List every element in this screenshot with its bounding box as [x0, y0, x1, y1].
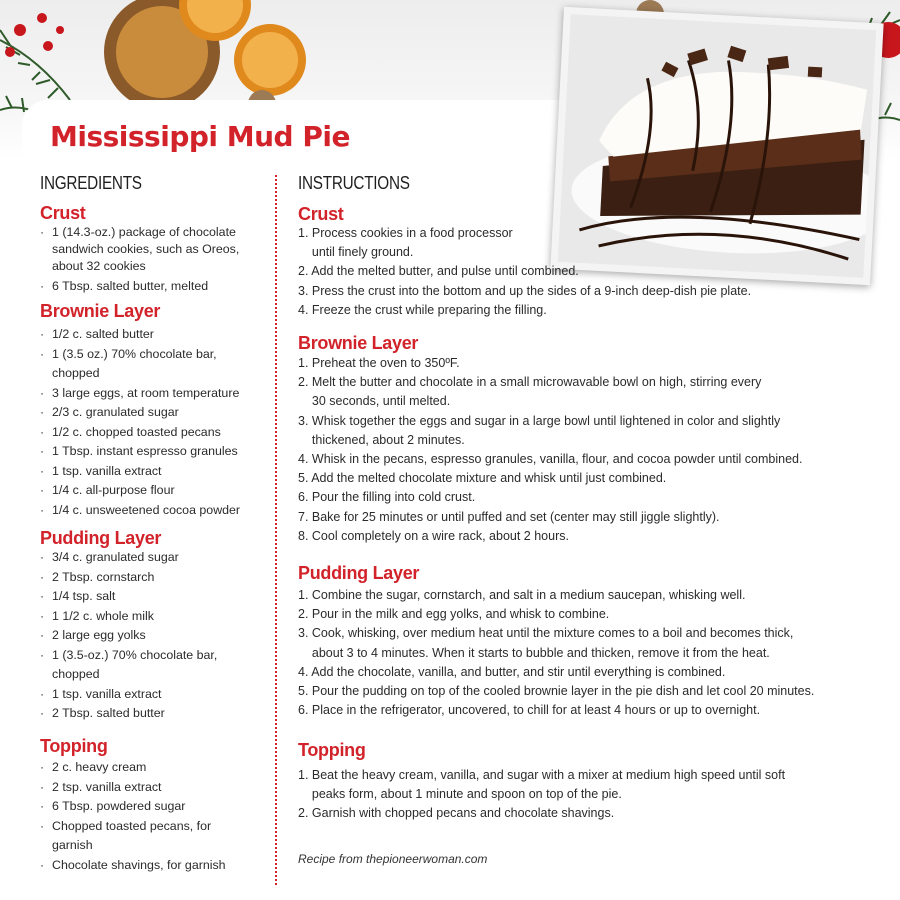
- list-item: · 1 (14.3-oz.) package of chocolate sandwich cookies, such as Oreos, about 32 cookies: [40, 224, 262, 275]
- list-item: · 6 Tbsp. salted butter, melted: [40, 278, 262, 295]
- ingredients-pudding-title: Pudding Layer: [40, 528, 162, 548]
- list-item: · 1 tsp. vanilla extract: [40, 685, 252, 705]
- list-item: · Chocolate shavings, for garnish: [40, 856, 226, 876]
- list-item: 1. Process cookies in a food processor until finely ground.: [298, 226, 513, 260]
- list-item: 2. Add the melted butter, and pulse until combined.: [298, 264, 579, 279]
- instructions-heading: INSTRUCTIONS: [298, 173, 410, 193]
- ingredients-pudding-list: [40, 548, 252, 724]
- list-item: 4. Whisk in the pecans, espresso granules, vanilla, flour, and cocoa powder until combined.: [298, 452, 803, 467]
- list-item: · 2/3 c. granulated sugar: [40, 403, 252, 423]
- list-item: 6. Pour the filling into cold crust.: [298, 490, 476, 505]
- list-item: · 2 c. heavy cream: [40, 758, 226, 778]
- list-item: 8. Cool completely on a wire rack, about 2 hours.: [298, 528, 569, 543]
- list-item: 3. Cook, whisking, over medium heat until the mixture comes to a boil and becomes thick, about 3 to 4 minutes. When it starts to bubble and thicken, remove it from the heat.: [298, 626, 794, 660]
- ingredients-brownie-list: [40, 325, 252, 520]
- ingredients-topping-title: Topping: [40, 736, 108, 756]
- list-item: 2. Garnish with chopped pecans and chocolate shavings.: [298, 806, 615, 821]
- list-item: · 1/4 c. unsweetened cocoa powder: [40, 501, 252, 521]
- instructions-pudding-title: Pudding Layer: [298, 563, 420, 583]
- list-item: 1. Beat the heavy cream, vanilla, and sugar with a mixer at medium high speed until soft peaks form, about 1 minute and spoon on top of the pie.: [298, 768, 786, 802]
- list-item: 4. Freeze the crust while preparing the filling.: [298, 302, 547, 317]
- list-item: · 2 Tbsp. cornstarch: [40, 568, 252, 588]
- list-item: · 3 large eggs, at room temperature: [40, 384, 252, 404]
- list-item: 1. Preheat the oven to 350ºF.: [298, 356, 460, 370]
- list-item: 5. Add the melted chocolate mixture and whisk until just combined.: [298, 471, 667, 486]
- list-item: 4. Add the chocolate, vanilla, and butter, and stir until everything is combined.: [298, 664, 726, 679]
- list-item: · 1 tsp. vanilla extract: [40, 462, 252, 482]
- list-item: · 1/4 tsp. salt: [40, 587, 252, 607]
- instructions-brownie-title: Brownie Layer: [298, 333, 419, 353]
- list-item: · 2 large egg yolks: [40, 626, 252, 646]
- list-item: · 1 Tbsp. instant espresso granules: [40, 442, 252, 462]
- list-item: · 6 Tbsp. powdered sugar: [40, 797, 226, 817]
- instructions-crust-title: Crust: [298, 204, 344, 224]
- list-item: · 3/4 c. granulated sugar: [40, 548, 252, 568]
- list-item: 5. Pour the pudding on top of the cooled brownie layer in the pie dish and let cool 20 minutes.: [298, 684, 815, 699]
- instructions-crust-list: [298, 224, 751, 320]
- list-item: · 2 Tbsp. salted butter: [40, 704, 252, 724]
- instructions-topping-title: Topping: [298, 740, 366, 760]
- instructions-topping-list: [298, 766, 785, 824]
- ingredients-heading: INGREDIENTS: [40, 173, 142, 193]
- ingredients-crust-title: Crust: [40, 203, 86, 223]
- list-item: 2. Pour in the milk and egg yolks, and whisk to combine.: [298, 607, 610, 622]
- ingredients-brownie-title: Brownie Layer: [40, 301, 161, 321]
- recipe-title: Mississippi Mud Pie: [50, 120, 350, 153]
- list-item: 3. Press the crust into the bottom and up the sides of a 9-inch deep-dish pie plate.: [298, 283, 752, 298]
- list-item: 7. Bake for 25 minutes or until puffed and set (center may still jiggle slightly).: [298, 509, 720, 524]
- ingredients-crust-list: [40, 224, 262, 295]
- list-item: · 2 tsp. vanilla extract: [40, 778, 226, 798]
- list-item: · 1/2 c. chopped toasted pecans: [40, 423, 252, 443]
- list-item: · Chopped toasted pecans, for garnish: [40, 817, 222, 856]
- instructions-brownie-list: [298, 354, 802, 546]
- recipe-source: Recipe from thepioneerwoman.com: [298, 852, 488, 866]
- list-item: · 1 (3.5 oz.) 70% chocolate bar, chopped: [40, 345, 252, 384]
- list-item: · 1 1/2 c. whole milk: [40, 607, 252, 627]
- list-item: 2. Melt the butter and chocolate in a small microwavable bowl on high, stirring every 30 seconds, until melted.: [298, 375, 762, 409]
- list-item: 1. Combine the sugar, cornstarch, and salt in a medium saucepan, whisking well.: [298, 588, 746, 602]
- column-divider: [275, 175, 277, 885]
- list-item: 3. Whisk together the eggs and sugar in a large bowl until lightened in color and slightly thickened, about 2 minutes.: [298, 413, 781, 447]
- instructions-pudding-list: [298, 586, 814, 720]
- ingredients-topping-list: [40, 758, 226, 875]
- list-item: 6. Place in the refrigerator, uncovered, to chill for at least 4 hours or up to overnight.: [298, 703, 761, 718]
- list-item: · 1 (3.5-oz.) 70% chocolate bar, chopped: [40, 646, 252, 685]
- list-item: · 1/4 c. all-purpose flour: [40, 481, 252, 501]
- list-item: · 1/2 c. salted butter: [40, 325, 252, 345]
